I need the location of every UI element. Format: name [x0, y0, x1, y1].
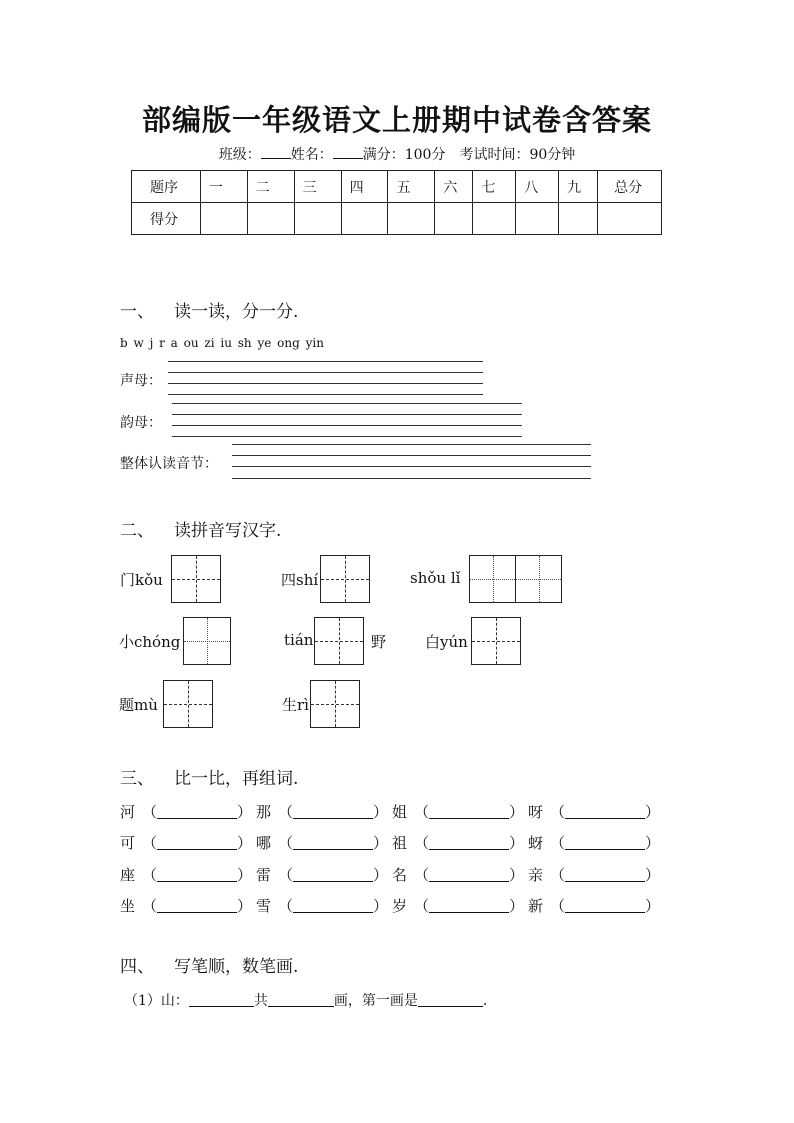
word-item: 生rì	[282, 696, 309, 714]
open-paren: （	[414, 897, 430, 915]
word-blank[interactable]	[293, 898, 373, 913]
open-paren: （	[550, 803, 566, 821]
cell-q6: 六	[435, 171, 473, 203]
cell-score-label: 得分	[132, 203, 201, 235]
word-blank[interactable]	[293, 835, 373, 850]
word-item: 野	[371, 633, 387, 651]
word-item: 小chóng	[119, 633, 181, 651]
cell-q1: 一	[200, 171, 247, 203]
answer-line[interactable]	[168, 383, 483, 384]
open-paren: （	[414, 834, 430, 852]
word-blank[interactable]	[565, 835, 645, 850]
section1-heading	[120, 297, 298, 322]
stroke-question-1	[124, 990, 487, 1010]
compare-char: 哪	[256, 834, 272, 852]
section3-number: 三、	[120, 769, 154, 789]
compare-char: 姐	[392, 803, 408, 821]
open-paren: （	[142, 834, 158, 852]
close-paren: ）	[237, 834, 253, 852]
q1-prefix: （1）山：	[124, 993, 189, 1009]
word-blank[interactable]	[429, 835, 509, 850]
compare-item	[528, 832, 660, 853]
compare-char: 座	[120, 866, 136, 884]
q1-mid2: 画，第一画是	[333, 993, 418, 1009]
stroke-count-blank[interactable]	[268, 993, 334, 1007]
word-blank[interactable]	[293, 804, 373, 819]
close-paren: ）	[645, 897, 661, 915]
answer-line[interactable]	[232, 444, 591, 445]
compare-item	[392, 895, 524, 916]
score-cell[interactable]	[598, 203, 662, 235]
whole-syllable-label: 整体认读音节：	[120, 456, 218, 472]
section4-number: 四、	[120, 957, 154, 977]
open-paren: （	[414, 803, 430, 821]
compare-item	[392, 864, 524, 885]
word-item: 白yún	[425, 633, 468, 651]
word-item: 四shí	[281, 571, 319, 589]
score-cell[interactable]	[559, 203, 598, 235]
compare-item	[256, 895, 388, 916]
close-paren: ）	[373, 897, 389, 915]
tianzige-box[interactable]	[183, 617, 231, 665]
word-blank[interactable]	[565, 804, 645, 819]
score-cell[interactable]	[388, 203, 435, 235]
tianzige-box[interactable]	[314, 617, 364, 665]
score-cell[interactable]	[294, 203, 341, 235]
close-paren: ）	[237, 866, 253, 884]
tianzige-box[interactable]	[310, 680, 360, 728]
compare-char: 名	[392, 866, 408, 884]
compare-char: 祖	[392, 834, 408, 852]
open-paren: （	[278, 866, 294, 884]
score-cell[interactable]	[200, 203, 247, 235]
section2-number: 二、	[120, 521, 154, 541]
word-blank[interactable]	[293, 867, 373, 882]
close-paren: ）	[645, 834, 661, 852]
word-blank[interactable]	[429, 867, 509, 882]
open-paren: （	[142, 866, 158, 884]
word-blank[interactable]	[157, 898, 237, 913]
section2-heading	[120, 516, 281, 541]
compare-char: 岁	[392, 897, 408, 915]
cell-header-label: 题序	[132, 171, 201, 203]
pinyin-list: b w j r a ou zi iu sh ye ong yin	[120, 336, 324, 350]
cell-q5: 五	[388, 171, 435, 203]
compare-item	[256, 801, 388, 822]
compare-char: 呀	[528, 803, 544, 821]
full-score: 满分：100分	[362, 147, 446, 163]
compare-item	[120, 895, 252, 916]
stroke-order-blank[interactable]	[189, 993, 254, 1007]
compare-item	[528, 801, 660, 822]
tianzige-box[interactable]	[469, 555, 516, 603]
tianzige-box[interactable]	[515, 555, 562, 603]
close-paren: ）	[509, 803, 525, 821]
answer-line[interactable]	[232, 455, 591, 456]
section3-heading	[120, 764, 298, 789]
close-paren: ）	[373, 866, 389, 884]
answer-line[interactable]	[172, 425, 522, 426]
finals-label: 韵母：	[120, 415, 162, 431]
word-item: shǒu lǐ	[410, 569, 461, 587]
compare-item	[256, 832, 388, 853]
close-paren: ）	[237, 897, 253, 915]
tianzige-box[interactable]	[320, 555, 370, 603]
section4-title: 写笔顺，数笔画.	[174, 957, 299, 977]
answer-line[interactable]	[168, 372, 483, 373]
name-label: 姓名：	[290, 147, 333, 163]
word-blank[interactable]	[157, 835, 237, 850]
open-paren: （	[550, 866, 566, 884]
open-paren: （	[278, 803, 294, 821]
answer-line[interactable]	[168, 394, 483, 395]
section1-title: 读一读，分一分.	[174, 302, 299, 322]
open-paren: （	[278, 834, 294, 852]
tianzige-box[interactable]	[163, 680, 213, 728]
answer-line[interactable]	[232, 478, 591, 479]
close-paren: ）	[509, 897, 525, 915]
score-cell[interactable]	[247, 203, 294, 235]
score-cell[interactable]	[435, 203, 473, 235]
exam-time: 考试时间：90分钟	[459, 147, 576, 163]
score-cell[interactable]	[473, 203, 516, 235]
compare-char: 坐	[120, 897, 136, 915]
tianzige-box[interactable]	[471, 617, 521, 665]
close-paren: ）	[373, 834, 389, 852]
word-item: tián	[284, 631, 314, 649]
score-cell[interactable]	[341, 203, 388, 235]
word-item: 门kǒu	[120, 571, 163, 589]
section1-number: 一、	[120, 302, 154, 322]
word-blank[interactable]	[429, 898, 509, 913]
score-header-row	[132, 171, 662, 203]
compare-char: 雪	[256, 897, 272, 915]
cell-total: 总分	[598, 171, 662, 203]
word-blank[interactable]	[429, 804, 509, 819]
answer-line[interactable]	[172, 403, 522, 404]
score-table	[131, 170, 662, 235]
compare-item	[528, 895, 660, 916]
answer-line[interactable]	[232, 466, 591, 467]
compare-char: 蚜	[528, 834, 544, 852]
initials-label: 声母：	[120, 373, 162, 389]
answer-line[interactable]	[172, 436, 522, 437]
section4-heading	[120, 952, 298, 977]
section2-title: 读拼音写汉字.	[174, 521, 282, 541]
section3-title: 比一比，再组词.	[174, 769, 299, 789]
q1-mid: 共	[253, 993, 268, 1009]
open-paren: （	[142, 897, 158, 915]
word-blank[interactable]	[157, 867, 237, 882]
score-value-row	[132, 203, 662, 235]
open-paren: （	[550, 897, 566, 915]
tianzige-box[interactable]	[171, 555, 221, 603]
score-cell[interactable]	[516, 203, 559, 235]
compare-char: 亲	[528, 866, 544, 884]
cell-q8: 八	[516, 171, 559, 203]
word-blank[interactable]	[157, 804, 237, 819]
answer-line[interactable]	[168, 361, 483, 362]
compare-item	[392, 832, 524, 853]
compare-item	[528, 864, 660, 885]
compare-char: 雷	[256, 866, 272, 884]
class-label: 班级：	[218, 147, 261, 163]
close-paren: ）	[373, 803, 389, 821]
cell-q9: 九	[559, 171, 598, 203]
compare-char: 河	[120, 803, 136, 821]
cell-q7: 七	[473, 171, 516, 203]
close-paren: ）	[237, 803, 253, 821]
open-paren: （	[550, 834, 566, 852]
compare-item	[392, 801, 524, 822]
word-blank[interactable]	[565, 867, 645, 882]
cell-q2: 二	[247, 171, 294, 203]
class-blank[interactable]	[261, 146, 291, 159]
cell-q4: 四	[341, 171, 388, 203]
first-stroke-blank[interactable]	[418, 993, 483, 1007]
word-blank[interactable]	[565, 898, 645, 913]
q1-end: .	[482, 993, 488, 1009]
exam-info	[0, 144, 794, 164]
compare-item	[120, 864, 252, 885]
open-paren: （	[142, 803, 158, 821]
compare-item	[120, 832, 252, 853]
name-blank[interactable]	[333, 146, 363, 159]
close-paren: ）	[645, 866, 661, 884]
word-item: 题mù	[119, 696, 158, 714]
compare-item	[120, 801, 252, 822]
compare-char: 那	[256, 803, 272, 821]
compare-char: 新	[528, 897, 544, 915]
open-paren: （	[414, 866, 430, 884]
page-title: 部编版一年级语文上册期中试卷含答案	[141, 103, 652, 137]
cell-q3: 三	[294, 171, 341, 203]
compare-item	[256, 864, 388, 885]
close-paren: ）	[509, 834, 525, 852]
compare-char: 可	[120, 834, 136, 852]
close-paren: ）	[645, 803, 661, 821]
open-paren: （	[278, 897, 294, 915]
close-paren: ）	[509, 866, 525, 884]
answer-line[interactable]	[172, 414, 522, 415]
